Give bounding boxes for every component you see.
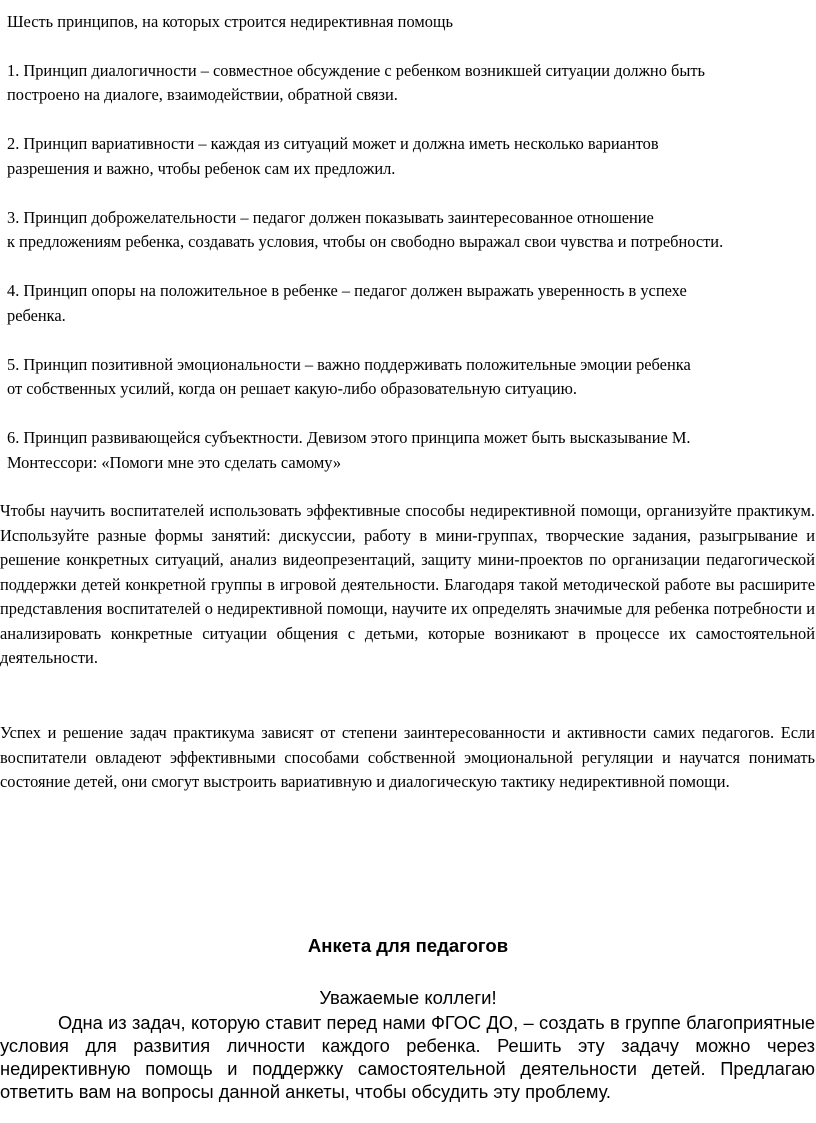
principle-line: 2. Принцип вариативности – каждая из ситуаций может и должна иметь несколько вариантов bbox=[7, 134, 659, 153]
survey-intro: Одна из задач, которую ставит перед нами ФГОС ДО, – создать в группе благоприятные условия для развития личности каждого ребенка. Решить эту задачу можно через недирективную помощь и поддержку самостоятельной деятельности детей. Предлагаю ответить вам на вопросы данной анкеты, чтобы обсудить эту проблему. bbox=[0, 1012, 815, 1102]
principle-line: Монтессори: «Помоги мне это сделать самому» bbox=[7, 452, 342, 472]
principle-line: разрешения и важно, чтобы ребенок сам их предложил. bbox=[7, 158, 396, 178]
principles-title: Шесть принципов, на которых строится недирективная помощь bbox=[7, 12, 453, 31]
training-paragraph: Чтобы научить воспитателей использовать эффективные способы недирективной помощи, организуйте практикум. Используйте разные формы занятий: дискуссии, работу в мини-группах, творческие задания, разыгрывание и решение конкретных ситуаций, анализ видеопрезентаций, защиту мини-проектов по организации педагогической поддержки детей конкретной группы в игровой деятельности. Благодаря такой методической работе вы расширите представления воспитателей о недирективной помощи, научите их определять значимые для ребенка потребности и анализировать конкретные ситуации общения с детьми, которые возникают в процессе их самостоятельной деятельности. bbox=[0, 501, 815, 667]
principle-line: ребенка. bbox=[7, 305, 66, 325]
principle-line: 6. Принцип развивающейся субъектности. Девизом этого принципа может быть высказывание М. bbox=[7, 428, 691, 447]
principle-item-1 bbox=[7, 59, 807, 108]
principle-item-2 bbox=[7, 132, 807, 181]
principle-item-4 bbox=[7, 279, 807, 328]
principle-line: 5. Принцип позитивной эмоциональности – важно поддерживать положительные эмоции ребенка bbox=[7, 354, 691, 374]
success-paragraph: Успех и решение задач практикума зависят от степени заинтересованности и активности самих педагогов. Если воспитатели овладеют эффективными способами собственной эмоциональной регуляции и научатся понимать состояние детей, они смогут выстроить вариативную и диалогическую тактику недирективной помощи. bbox=[0, 723, 815, 791]
principle-item-6 bbox=[7, 426, 807, 475]
principle-line: от собственных усилий, когда он решает какую-либо образовательную ситуацию. bbox=[7, 379, 578, 398]
principle-line: к предложениям ребенка, создавать условия, чтобы он свободно выражал свои чувства и потребности. bbox=[7, 232, 724, 251]
principle-item-3 bbox=[7, 206, 807, 255]
principle-line: 3. Принцип доброжелательности – педагог должен показывать заинтересованное отношение bbox=[7, 207, 654, 227]
principle-item-5 bbox=[7, 353, 807, 402]
principle-line: построено на диалоге, взаимодействии, обратной связи. bbox=[7, 85, 398, 104]
survey-greeting: Уважаемые коллеги! bbox=[319, 987, 497, 1008]
principle-line: 1. Принцип диалогичности – совместное обсуждение с ребенком возникшей ситуации должно быть bbox=[7, 60, 705, 80]
principles-section bbox=[7, 10, 807, 500]
survey-title: Анкета для педагогов bbox=[307, 935, 509, 956]
principle-line: 4. Принцип опоры на положительное в ребенке – педагог должен выражать уверенность в успехе bbox=[7, 281, 687, 300]
